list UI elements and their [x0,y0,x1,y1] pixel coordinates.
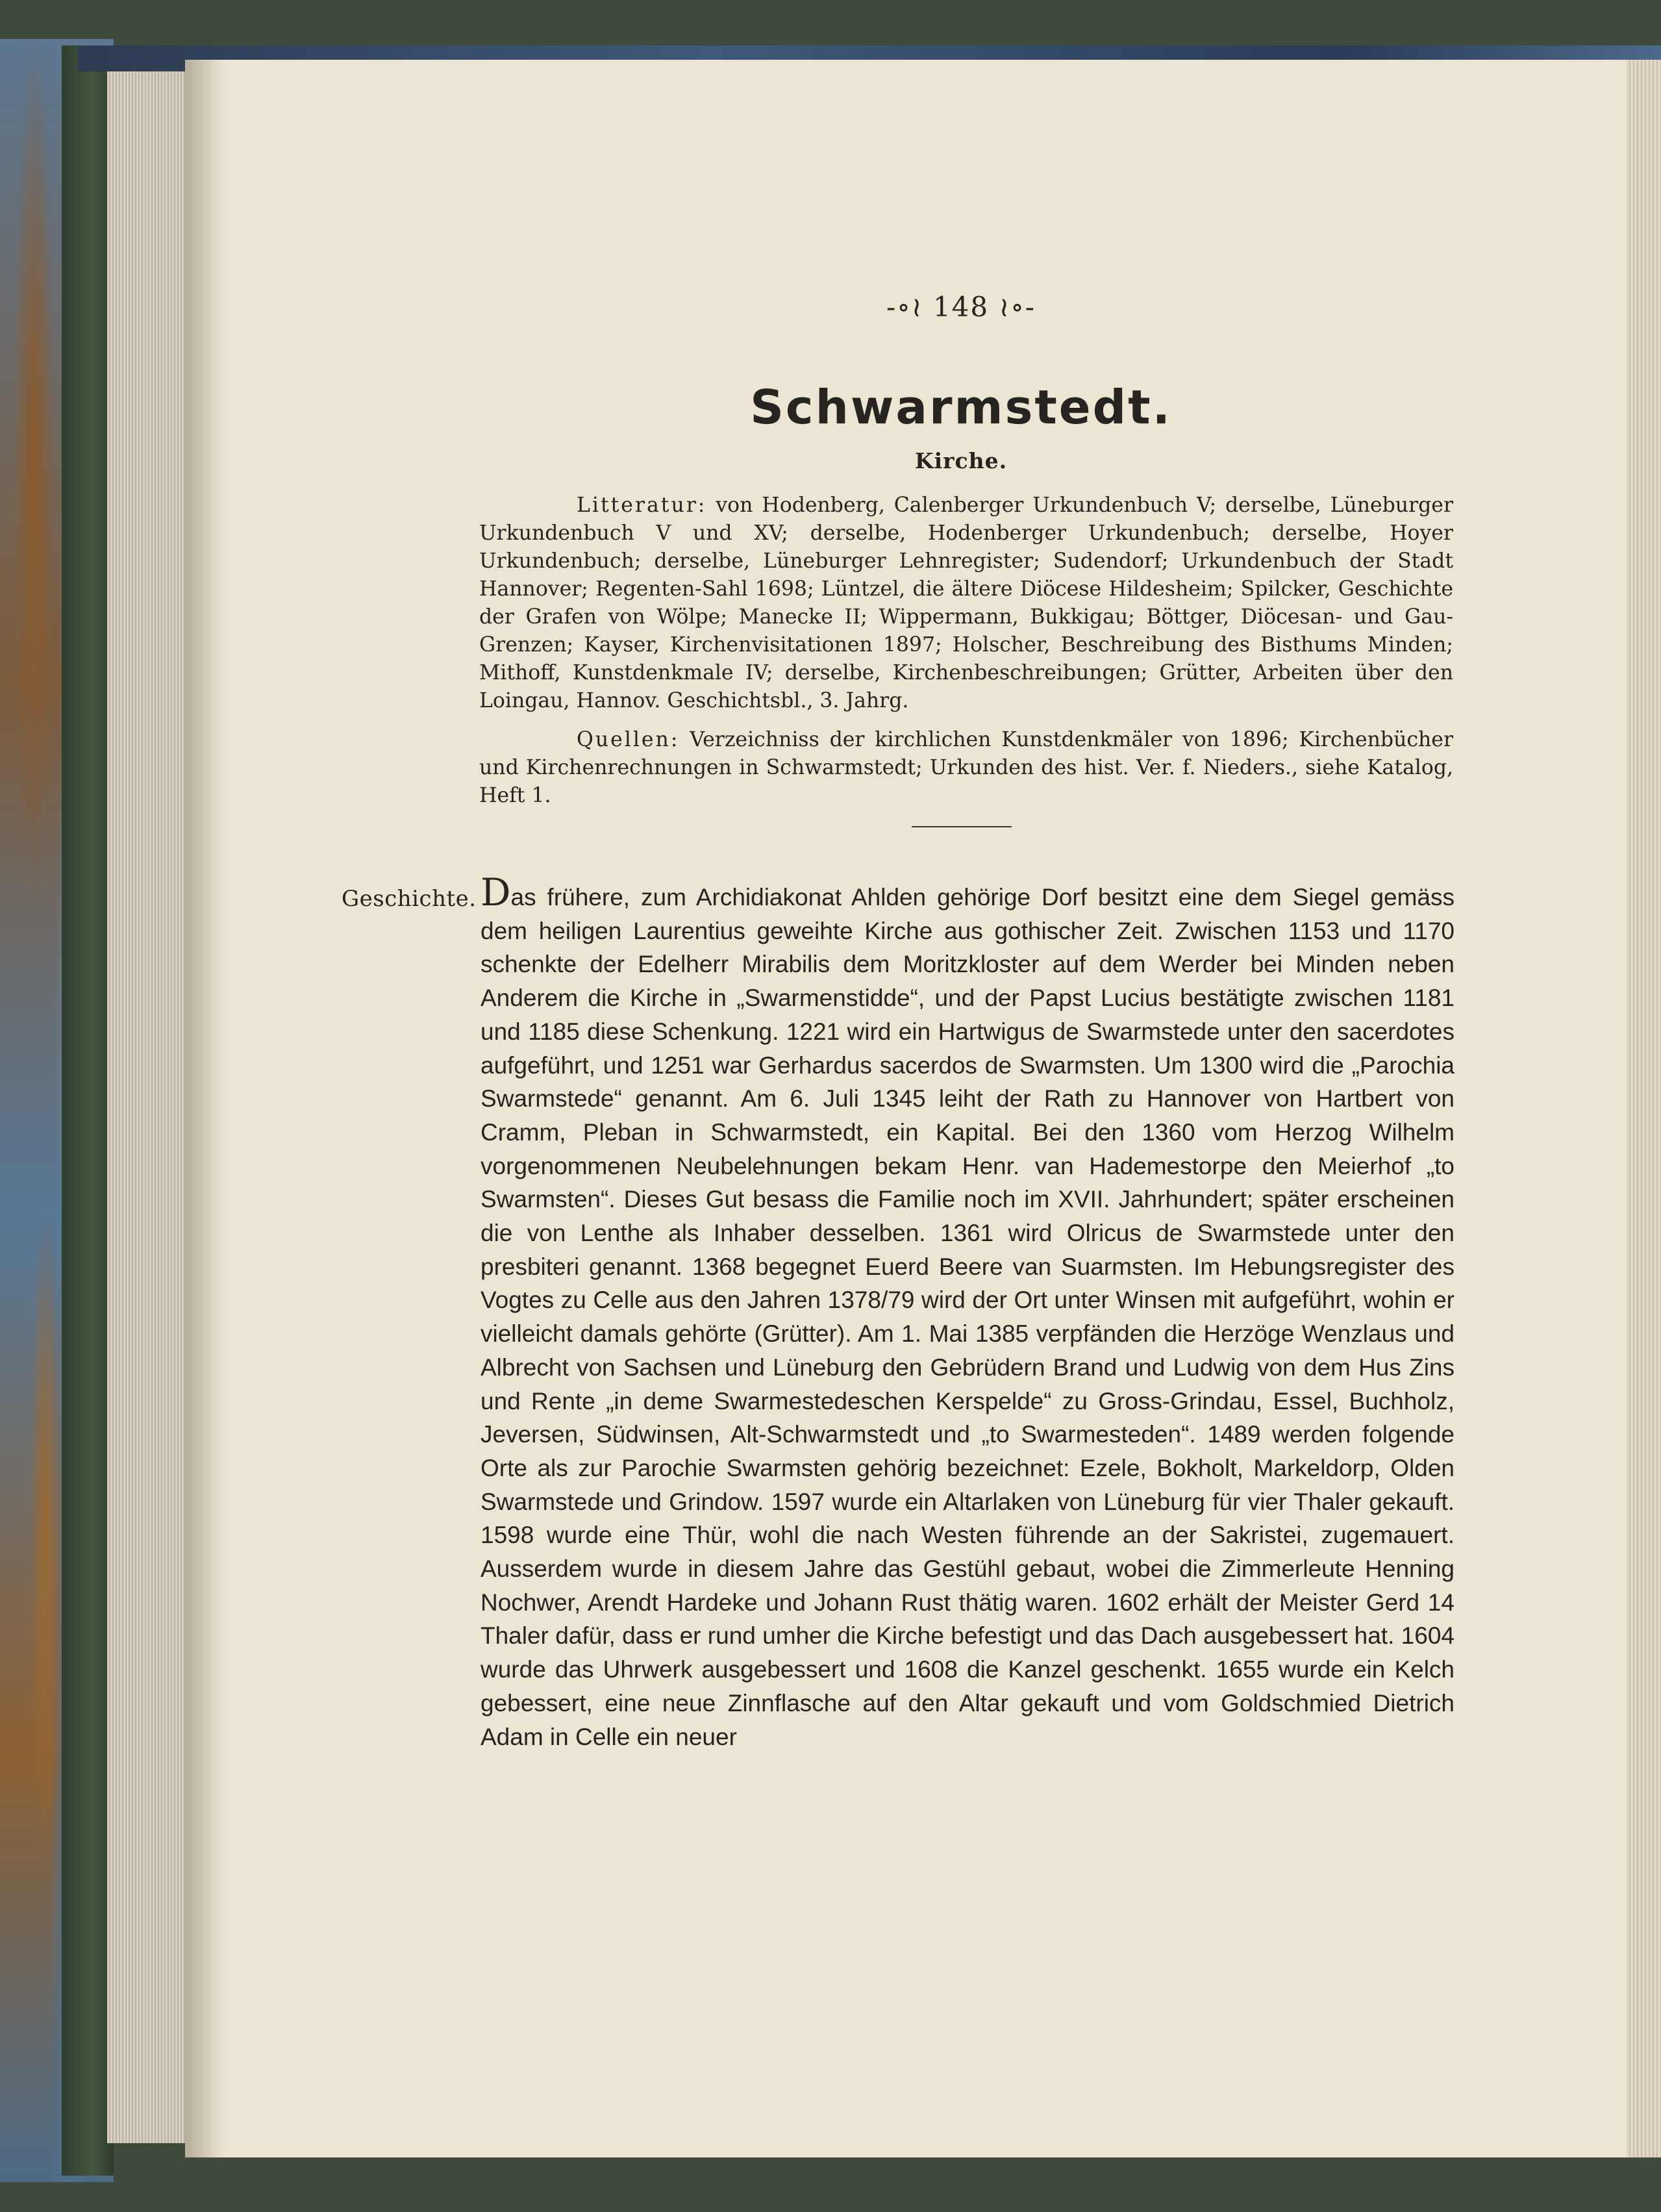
ornament-left: -∘≀ [886,291,923,323]
gutter-shadow [185,60,224,2157]
drop-cap: D [481,870,511,914]
right-page-edges [1627,60,1661,2157]
body-text: as frühere, zum Archidiakonat Ahlden gehörige Dorf besitzt eine dem Siegel gemäss dem heiligen Laurentius geweihte Kirche aus gothischer Zeit. Zwischen 1153 und 1170 schenkte der Edelherr Mirabilis dem Moritzkloster auf dem Werder bei Minden neben Anderem die Kirche in „Swarmenstidde“, und der Papst Lucius bestätigte zwischen 1181 und 1185 diese Schenkung. 1221 wird ein Hartwigus de Swarmstede unter den sacerdotes aufgeführt, und 1251 war Gerhardus sacerdos de Swarmsten. Um 1300 wird die „Parochia Swarmstede“ genannt. Am 6. Juli 1345 leiht der Rath zu Hannover von Hartbert von Cramm, Pleban in Schwarmstedt, ein Kapital. Bei den 1360 vom Herzog Wilhelm vorgenommenen Neubelehnungen bekam Henr. van Hademestorpe den Meierhof „to Swarmsten“. Dieses Gut besass die Familie noch im XVII. Jahrhundert; später erscheinen die von Lenthe als Inhaber desselben. 1361 wird Olricus de Swarmstede unter den presbiteri genannt. 1368 begegnet Euerd Beere van Suarmsten. Im Hebungsregister des Vogtes zu Celle aus den Jahren 1378/79 wird der Ort unter Winsen mit aufgeführt, wohin er vielleicht damals gehörte (Grütter). Am 1. Mai 1385 verpfänden die Herzöge Wenzlaus und Albrecht von Sachsen und Lüneburg den Gebrüdern Brand und Ludwig von dem Hus Zins und Rente „in deme Swarmestedeschen Kerspelde“ zu Gross-Grindau, Essel, Buchholz, Jeversen, Südwinsen, Alt-Schwarmstedt und „to Swarmesteden“. 1489 werden folgende Orte als zur Parochie Swarmsten gehörig bezeichnet: Ezele, Bokholt, Markeldorp, Olden Swarmstede und Grindow. 1597 wurde ein Altarlaken von Lüneburg für vier Thaler gekauft. 1598 wurde eine Thür, wohl die nach Westen führende an der Sakristei, zugemauert. Ausserdem wurde in diesem Jahre das Gestühl gebaut, wobei die Zimmerleute Henning Nochwer, Arendt Hardeke und Johann Rust thätig waren. 1602 erhält der Meister Gerd 14 Thaler dafür, dass er rund umher die Kirche befestigt und das Dach ausgebessert hat. 1604 wurde das Uhrwerk ausgebessert und 1608 die Kanzel geschenkt. 1655 wurde ein Kelch gebessert, eine neue Zinnflasche auf den Altar gekauft und vom Goldschmied Dietrich Adam in Celle ein neuer [481,884,1455,1750]
litteratur-paragraph [479,492,1453,715]
divider-rule [912,826,1012,827]
page-title: Schwarmstedt. [750,380,1172,434]
margin-label-geschichte: Geschichte. [342,886,477,912]
page-number [0,291,1661,323]
book-spine [62,45,114,2176]
ornament-right: ≀∘- [999,291,1036,323]
quellen-text: Verzeichniss der kirchlichen Kunstdenkmäler von 1896; Kirchenbücher und Kirchenrechnungen in Schwarmstedt; Urkunden des hist. Ver. f. Nieders., siehe Katalog, Heft 1. [479,728,1453,807]
body-paragraph [481,870,1455,1753]
section-subtitle: Kirche. [914,448,1008,473]
litteratur-label: Litteratur: [577,494,707,517]
page-number-value: 148 [932,291,990,323]
quellen-paragraph [479,726,1453,810]
quellen-label: Quellen: [577,728,680,751]
litteratur-text: von Hodenberg, Calenberger Urkundenbuch V; derselbe, Lüneburger Urkundenbuch V und XV; derselbe, Hodenberger Urkundenbuch; derselbe, Hoyer Urkundenbuch; derselbe, Lüneburger Lehnregister; Sudendorf; Urkundenbuch der Stadt Hannover; Regenten-Sahl 1698; Lüntzel, die ältere Diöcese Hildesheim; Spilcker, Geschichte der Grafen von Wölpe; Manecke II; Wippermann, Bukkigau; Böttger, Diöcesan- und Gau-Grenzen; Kayser, Kirchenvisitationen 1897; Holscher, Beschreibung des Bisthums Minden; Mithoff, Kunstdenkmale IV; derselbe, Kirchenbeschreibungen; Grütter, Arbeiten über den Loingau, Hannov. Geschichtsbl., 3. Jahrg. [479,494,1453,712]
